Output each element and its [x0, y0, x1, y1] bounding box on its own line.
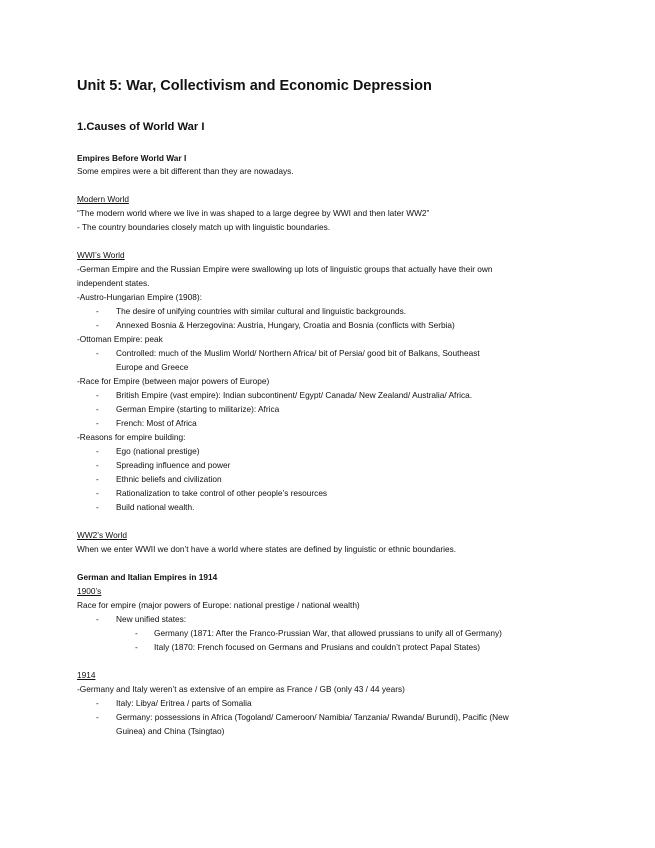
race-for-empire-text: Race for empire (major powers of Europe: national prestige / national wealth)	[77, 600, 360, 610]
bullet-dash: -	[96, 712, 99, 722]
modern-world-quote: “The modern world where we live in was shaped to a large degree by WWI and then later WW2”	[77, 208, 430, 218]
subheading-1900s: 1900’s	[77, 586, 102, 596]
section-title: 1.Causes of World War I	[77, 121, 205, 133]
modern-world-note: - The country boundaries closely match up with linguistic boundaries.	[77, 222, 331, 232]
subheading-1914: 1914	[77, 670, 96, 680]
ww2-world-heading: WW2’s World	[77, 530, 127, 540]
wwi-reasons: -Reasons for empire building:	[77, 432, 186, 442]
bullet-dash: -	[96, 502, 99, 512]
bullet-dash: -	[96, 488, 99, 498]
wwi-race-for-empire: -Race for Empire (between major powers of Europe)	[77, 376, 270, 386]
list-item: Controlled: much of the Muslim World/ Northern Africa/ bit of Persia/ good bit of Balkans, Southeast	[116, 348, 480, 358]
empires-before-text: Some empires were a bit different than they are nowadays.	[77, 166, 294, 176]
sub-bullet-dash: -	[135, 642, 138, 652]
extent-text: -Germany and Italy weren’t as extensive of an empire as France / GB (only 43 / 44 years)	[77, 684, 405, 694]
wwi-german-russian-line-1: -German Empire and the Russian Empire were swallowing up lots of linguistic groups that actually have their own	[77, 264, 493, 274]
bullet-dash: -	[96, 404, 99, 414]
bullet-dash: -	[96, 306, 99, 316]
bullet-dash: -	[96, 460, 99, 470]
list-item: Ego (national prestige)	[116, 446, 200, 456]
list-item: Germany: possessions in Africa (Togoland/ Cameroon/ Namibia/ Tanzania/ Rwanda/ Burundi), Pacific (New	[116, 712, 509, 722]
sub-list-item: Germany (1871: After the Franco-Prussian War, that allowed prussians to unify all of Germany)	[154, 628, 502, 638]
list-item: The desire of unifying countries with similar cultural and linguistic backgrounds.	[116, 306, 407, 316]
sub-list-item: Italy (1870: French focused on Germans and Prusians and couldn’t protect Papal States)	[154, 642, 481, 652]
bullet-dash: -	[96, 698, 99, 708]
german-italian-heading: German and Italian Empires in 1914	[77, 572, 218, 582]
list-item: Ethnic beliefs and civilization	[116, 474, 222, 484]
bullet-dash: -	[96, 614, 99, 624]
bullet-dash: -	[96, 348, 99, 358]
list-item-continuation: Europe and Greece	[116, 362, 189, 372]
wwi-ottoman: -Ottoman Empire: peak	[77, 334, 163, 344]
bullet-dash: -	[96, 418, 99, 428]
wwi-world-heading: WWI’s World	[77, 250, 125, 260]
bullet-dash: -	[96, 390, 99, 400]
list-item: Spreading influence and power	[116, 460, 231, 470]
list-item: Annexed Bosnia & Herzegovina: Austria, Hungary, Croatia and Bosnia (conflicts with Serbia)	[116, 320, 455, 330]
ww2-world-text: When we enter WWII we don’t have a world where states are defined by linguistic or ethnic boundaries.	[77, 544, 457, 554]
bullet-dash: -	[96, 446, 99, 456]
list-item: New unified states:	[116, 614, 187, 624]
list-item: Italy: Libya/ Eritrea / parts of Somalia	[116, 698, 252, 708]
modern-world-heading: Modern World	[77, 194, 129, 204]
sub-bullet-dash: -	[135, 628, 138, 638]
bullet-dash: -	[96, 474, 99, 484]
list-item-continuation: Guinea) and China (Tsingtao)	[116, 726, 225, 736]
list-item: German Empire (starting to militarize): Africa	[116, 404, 280, 414]
list-item: Build national wealth.	[116, 502, 195, 512]
list-item: British Empire (vast empire): Indian subcontinent/ Egypt/ Canada/ New Zealand/ Australia/ Africa.	[116, 390, 473, 400]
wwi-austro-hungarian: -Austro-Hungarian Empire (1908):	[77, 292, 202, 302]
list-item: Rationalization to take control of other people’s resources	[116, 488, 328, 498]
wwi-german-russian-line-2: independent states.	[77, 278, 150, 288]
list-item: French: Most of Africa	[116, 418, 197, 428]
empires-before-heading: Empires Before World War I	[77, 153, 187, 163]
page-title: Unit 5: War, Collectivism and Economic Depression	[77, 78, 432, 94]
bullet-dash: -	[96, 320, 99, 330]
